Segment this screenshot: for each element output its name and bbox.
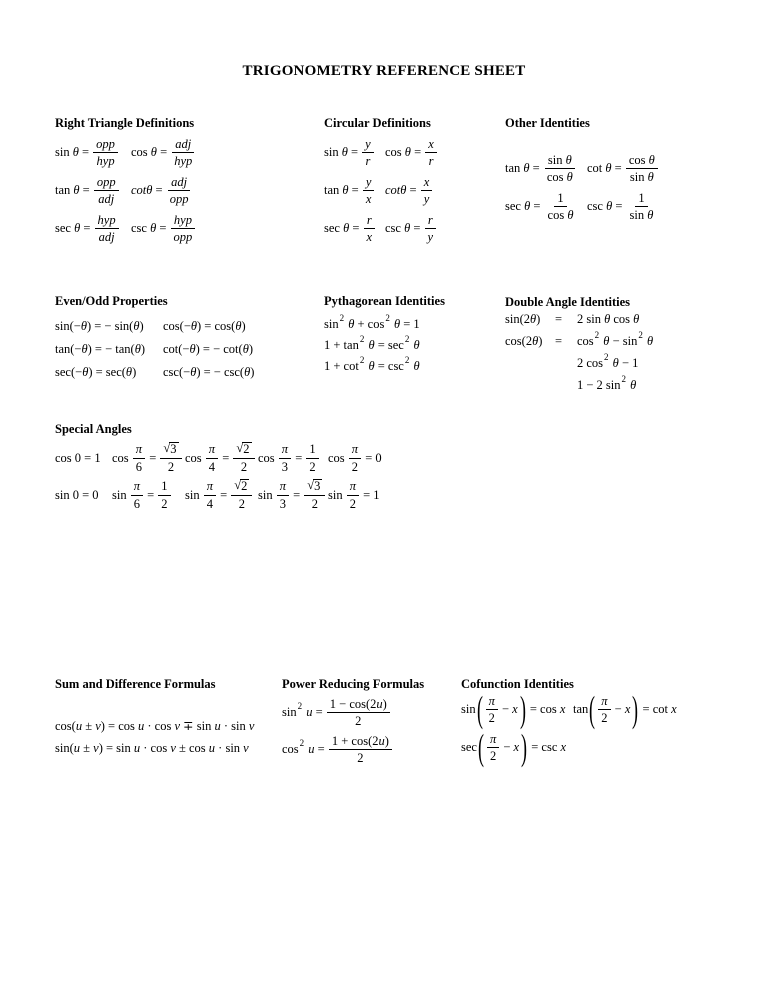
formula: cot(− θ ) = − cot( θ ) <box>163 342 254 356</box>
section-title: Power Reducing Formulas <box>282 677 425 691</box>
formula-row <box>324 313 445 332</box>
formula-row <box>505 153 659 185</box>
section-title: Right Triangle Definitions <box>55 116 195 130</box>
section-formulas <box>505 153 659 223</box>
formula: 2 sin θ cos θ <box>577 312 640 326</box>
formula: cos $\frac{\pi}{2}$ = 0 <box>328 442 382 474</box>
formula: cos 0 = 1 <box>55 450 101 465</box>
formula: cos $\frac{\pi}{4}$ = √ 2 2 <box>185 442 258 474</box>
formula-row <box>55 175 196 207</box>
section-right-triangle-definitions <box>55 116 196 244</box>
section-special-angles <box>55 422 382 511</box>
formula-row <box>55 442 382 474</box>
section-title: Even/Odd Properties <box>55 294 168 308</box>
formula: sin $\frac{\pi}{6}$ = $\frac{1}{2}$ <box>112 479 185 511</box>
formula: csc θ = 1 sin θ <box>587 190 654 223</box>
formula: sin θ = $\frac{y}{r}$ <box>324 137 385 169</box>
formula-row <box>324 137 438 169</box>
formula: sin(− θ ) = − sin( θ ) <box>55 319 144 333</box>
formula: cos θ = $\frac{\text{adj}}{\text{hyp}}$ <box>131 137 193 169</box>
formula: = <box>555 334 563 348</box>
formula: sin $\frac{\pi}{2}$ = 1 <box>328 479 380 511</box>
formula: cotθ = $\frac{\text{adj}}{\text{opp}}$ <box>131 174 189 207</box>
formula: sin $\frac{\pi}{4}$ = √ 2 2 <box>185 479 258 511</box>
formula: cos $\frac{\pi}{3}$ = $\frac{1}{2}$ <box>258 442 328 474</box>
section-title: Cofunction Identities <box>461 677 574 691</box>
formula: sin 2 θ + cos 2 θ = 1 <box>324 313 420 331</box>
formula-row <box>282 734 424 766</box>
formula-row <box>505 191 659 223</box>
formula-row <box>324 355 445 374</box>
formula: csc θ = $\frac{r}{y}$ <box>385 213 437 245</box>
formula: cos $\frac{\pi}{6}$ = √ 3 2 <box>112 442 185 474</box>
formula-row <box>55 741 254 756</box>
formula-row <box>324 334 445 353</box>
formula: sec θ = $\frac{r}{x}$ <box>324 213 385 245</box>
formula-row <box>324 213 438 245</box>
formula: csc(− θ ) = − csc( θ ) <box>163 365 255 379</box>
section-even-odd-properties <box>55 294 254 380</box>
formula: cos θ = $\frac{x}{r}$ <box>385 137 438 169</box>
section-formulas <box>324 137 438 244</box>
section-double-angle-identities <box>505 295 653 393</box>
formula: cos 2 θ − sin 2 θ <box>577 330 654 348</box>
formula-row <box>324 175 438 207</box>
section-formulas <box>505 312 653 393</box>
section-title: Special Angles <box>55 422 132 436</box>
section-formulas <box>461 688 677 768</box>
formula: cotθ = $\frac{x}{y}$ <box>385 175 433 207</box>
section-title: Other Identities <box>505 116 590 130</box>
section-cofunction-identities <box>461 677 677 768</box>
formula-row <box>505 312 653 327</box>
formula-row <box>55 365 254 380</box>
section-formulas <box>55 718 254 756</box>
formula: 2 cos 2 θ − 1 <box>577 352 639 370</box>
formula: = <box>555 312 563 326</box>
formula: cos( u ± v ) = cos u · cos v ∓ sin u · sin v <box>55 718 255 733</box>
formula: sin( u ± v ) = sin u · cos v ± cos u · sin v <box>55 741 249 755</box>
formula: cos(2 θ ) <box>505 334 543 348</box>
formula-row <box>282 697 424 729</box>
formula: cos 2 u = 1 + cos(2 u ) 2 <box>282 734 393 766</box>
formula: sin(2 θ ) <box>505 312 541 326</box>
formula-row <box>55 479 382 511</box>
section-formulas <box>55 137 196 244</box>
formula: tan θ = $\frac{\text{opp}}{\text{adj}}$ <box>55 175 131 207</box>
formula: sec ( $\frac{\pi}{2}$ − x ) = csc x <box>461 726 567 768</box>
formula: 1 + cot 2 θ = csc 2 θ <box>324 355 420 373</box>
formula: tan θ = $\frac{y}{x}$ <box>324 175 385 207</box>
section-circular-definitions <box>324 116 438 244</box>
formula: cot θ = cos θ sin θ <box>587 153 659 185</box>
section-formulas <box>55 442 382 511</box>
section-pythagorean-identities <box>324 294 445 374</box>
formula-row <box>55 213 196 245</box>
formula: 1 − 2 sin 2 θ <box>577 374 637 392</box>
formula: sin $\frac{\pi}{3}$ = √ 3 2 <box>258 479 328 511</box>
page-title: TRIGONOMETRY REFERENCE SHEET <box>242 63 526 79</box>
section-other-identities <box>505 116 659 223</box>
formula: tan ( $\frac{\pi}{2}$ − x ) = cot x <box>573 688 677 730</box>
formula: sin ( $\frac{\pi}{2}$ − x ) = cos x <box>461 688 566 730</box>
section-sum-and-difference-formulas <box>55 677 254 756</box>
formula: cos(− θ ) = cos( θ ) <box>163 319 246 333</box>
formula-row <box>55 319 254 334</box>
formula-row <box>461 726 677 768</box>
formula-row <box>505 330 654 349</box>
formula-row <box>505 352 653 371</box>
formula: 1 + tan 2 θ = sec 2 θ <box>324 334 420 352</box>
formula-row <box>55 137 196 169</box>
formula: sec θ = 1 cos θ <box>505 190 574 223</box>
formula-row <box>55 342 254 357</box>
section-power-reducing-formulas <box>282 677 424 766</box>
formula-row <box>55 718 254 734</box>
section-title: Double Angle Identities <box>505 295 631 309</box>
formula: sec θ = $\frac{\text{hyp}}{\text{adj}}$ <box>55 213 131 245</box>
formula: tan(− θ ) = − tan( θ ) <box>55 342 146 356</box>
formula: csc θ = $\frac{\text{hyp}}{\text{opp}}$ <box>131 213 196 245</box>
section-formulas <box>282 697 424 766</box>
formula-row <box>505 374 653 393</box>
section-title: Sum and Difference Formulas <box>55 677 216 691</box>
section-title: Pythagorean Identities <box>324 294 445 308</box>
section-formulas <box>324 313 445 374</box>
formula: sin θ = $\frac{\text{opp}}{\text{hyp}}$ <box>55 137 131 169</box>
section-formulas <box>55 319 254 380</box>
formula-row <box>461 688 677 730</box>
formula: tan θ = sin θ cos θ <box>505 153 573 185</box>
section-title: Circular Definitions <box>324 116 431 130</box>
formula: sin 0 = 0 <box>55 487 99 502</box>
formula: sin 2 u = 1 − cos(2 u ) 2 <box>282 697 391 729</box>
formula: sec(− θ ) = sec( θ ) <box>55 365 137 379</box>
